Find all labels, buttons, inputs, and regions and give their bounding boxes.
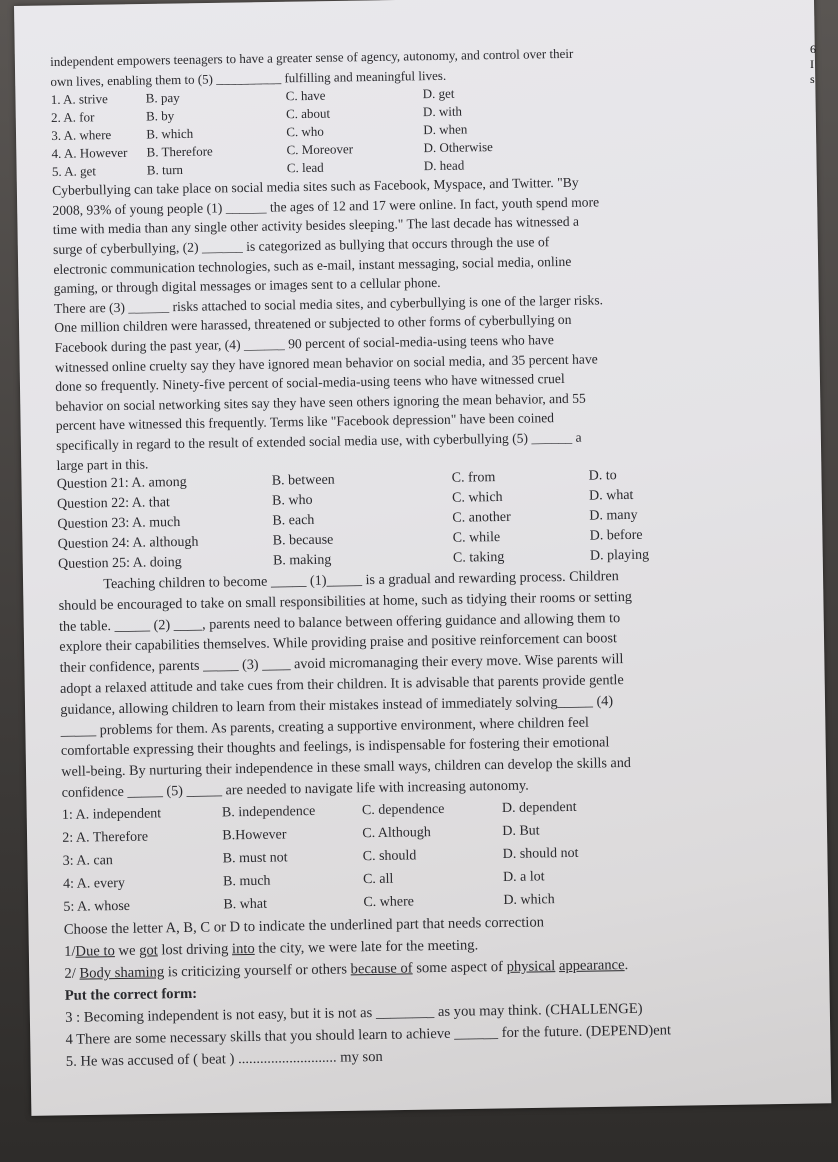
- option[interactable]: 3: A. can: [62, 852, 113, 869]
- passage-1: [50, 40, 792, 181]
- passage-line: should be encouraged to take on small responsibilities at home, such as tidying their rooms or setting: [58, 588, 633, 614]
- underlined-part-d[interactable]: appearance: [558, 956, 625, 974]
- option[interactable]: D. head: [423, 157, 465, 174]
- passage-line: Teaching children to become _____ (1)_____ is a gradual and rewarding process. Children: [103, 568, 619, 593]
- option[interactable]: D. many: [589, 507, 638, 524]
- option[interactable]: B. Therefore: [146, 143, 213, 160]
- underlined-part-b[interactable]: because of: [350, 960, 413, 978]
- option[interactable]: Question 22: A. that: [56, 495, 170, 513]
- underlined-part-a[interactable]: Body shaming: [79, 964, 165, 982]
- passage-3: [58, 563, 803, 918]
- form-item[interactable]: 4 There are some necessary skills that you should learn to achieve ______ for the future. (DEPEND)ent: [65, 1022, 672, 1048]
- passage-line: behavior on social networking sites say they have seen others ignoring the mean behavior, and 55: [55, 390, 586, 414]
- option[interactable]: C. all: [362, 871, 394, 888]
- option[interactable]: B. between: [271, 472, 335, 489]
- text: lost driving: [157, 941, 233, 959]
- option[interactable]: 2: A. Therefore: [62, 829, 149, 846]
- passage-line: time with media than any single other activity besides sleeping." The last decade has witnessed a: [52, 214, 580, 238]
- page-edge-marks: [810, 42, 830, 102]
- passage-line: Cyberbullying can take place on social media sites such as Facebook, Myspace, and Twitter. "By: [52, 174, 579, 199]
- edge-mark: I: [810, 57, 814, 71]
- passage-line: well-being. By nurturing their independence in these small ways, children can develop the skills and: [61, 755, 632, 781]
- option[interactable]: C. Although: [362, 824, 431, 842]
- passage-line: witnessed online cruelty say they have ignored mean behavior on social media, and 35 percent have: [54, 350, 598, 375]
- option[interactable]: Question 23: A. much: [57, 515, 181, 533]
- option[interactable]: D. when: [423, 121, 468, 138]
- passage-line: percent have witnessed this frequently. Terms like "Facebook depression" have been coined: [55, 410, 555, 434]
- option[interactable]: C. about: [285, 105, 331, 122]
- correct-form: [65, 973, 806, 1073]
- passage-line: explore their capabilities themselves. While providing praise and positive reinforcement can boost: [59, 630, 618, 656]
- passage-line: their confidence, parents _____ (3) ____ avoid micromanaging their every move. Wise parents will: [59, 651, 624, 677]
- form-item[interactable]: 5. He was accused of ( beat ) ........................... my son: [65, 1048, 383, 1070]
- option[interactable]: D. with: [422, 103, 463, 120]
- option[interactable]: C. taking: [452, 550, 505, 566]
- option[interactable]: B. must not: [222, 850, 288, 867]
- passage-line: One million children were harassed, threatened or subjected to other forms of cyberbullying on: [54, 312, 572, 336]
- text: is criticizing yourself or others: [164, 961, 351, 981]
- answer-options: [62, 792, 804, 919]
- option[interactable]: D. which: [503, 892, 555, 908]
- text: we: [114, 942, 140, 959]
- option[interactable]: C. dependence: [361, 801, 445, 819]
- option[interactable]: C. should: [362, 848, 417, 865]
- option[interactable]: B. pay: [145, 90, 180, 106]
- underlined-part-c[interactable]: into: [231, 940, 255, 958]
- option[interactable]: D. dependent: [501, 799, 577, 816]
- section-heading: Choose the letter A, B, C or D to indicate the underlined part that needs correction: [63, 914, 545, 938]
- passage-line: adopt a relaxed attitude and take cues from their children. It is advisable that parents provide gentle: [59, 672, 624, 697]
- option[interactable]: 5: A. whose: [63, 898, 131, 915]
- underlined-part-a[interactable]: Due to: [75, 942, 115, 960]
- option[interactable]: B. because: [272, 532, 334, 549]
- option[interactable]: B. what: [223, 896, 268, 913]
- passage-line: comfortable expressing their thoughts and feelings, is indispensable for fostering their emotional: [60, 734, 610, 760]
- option[interactable]: C. lead: [286, 159, 324, 176]
- passage-line: gaming, or through digital messages or images sent to a cellular phone.: [53, 275, 441, 297]
- option[interactable]: C. which: [451, 490, 503, 506]
- passage-line: There are (3) ______ risks attached to social media sites, and cyberbullying is one of the larger risks.: [53, 292, 604, 316]
- option[interactable]: C. where: [363, 894, 415, 911]
- edge-mark: 6: [810, 42, 816, 56]
- form-item[interactable]: 3 : Becoming independent is not easy, but it is not as ________ as you may think. (CHALLENGE): [65, 1000, 643, 1026]
- option[interactable]: 4: A. every: [62, 875, 126, 892]
- passage-line: guidance, allowing children to learn from their mistakes instead of immediately solving_____ (4): [60, 693, 614, 718]
- passage-line: done so frequently. Ninety-five percent of social-media-using teens who have witnessed cruel: [55, 371, 565, 395]
- text: the city, we were late for the meeting.: [254, 937, 479, 957]
- passage-line: large part in this.: [56, 456, 149, 473]
- item-number: 1/: [64, 943, 76, 960]
- edge-mark: s: [810, 72, 815, 86]
- option[interactable]: 4. A. However: [51, 144, 128, 162]
- passage-line: electronic communication technologies, such as e-mail, instant messaging, social media, online: [53, 253, 572, 277]
- passage-line: specifically in regard to the result of extended social media use, with cyberbullying (5) ______ a: [56, 429, 582, 453]
- option[interactable]: D. should not: [502, 845, 579, 862]
- error-correction: [64, 907, 805, 985]
- option[interactable]: B. much: [222, 873, 271, 890]
- option[interactable]: 2. A. for: [50, 109, 95, 126]
- option[interactable]: C. another: [452, 509, 511, 526]
- option[interactable]: B. each: [272, 512, 315, 529]
- option[interactable]: 3. A. where: [51, 127, 112, 144]
- passage-2: [52, 170, 798, 575]
- passage-line: the table. _____ (2) ____, parents need to balance between offering guidance and allowing them to: [58, 609, 621, 635]
- option[interactable]: D. before: [589, 527, 643, 544]
- option[interactable]: B. independence: [221, 803, 316, 821]
- passage-line: own lives, enabling them to (5) __________ fulfilling and meaningful lives.: [50, 67, 447, 89]
- underlined-part-c[interactable]: physical: [506, 958, 556, 975]
- option[interactable]: 5. A. get: [51, 163, 97, 180]
- answer-options: [57, 463, 798, 575]
- option[interactable]: 1. A. strive: [50, 91, 108, 108]
- section-heading: Put the correct form:: [64, 985, 198, 1004]
- passage-line: _____ problems for them. As parents, creating a supportive environment, where children feel: [60, 714, 590, 739]
- option[interactable]: D. what: [588, 487, 634, 504]
- item-number: 2/: [64, 965, 80, 982]
- option[interactable]: Question 24: A. although: [57, 534, 199, 553]
- passage-line: Facebook during the past year, (4) ______ 90 percent of social-media-using teens who have: [54, 332, 554, 355]
- option[interactable]: C. who: [286, 123, 324, 140]
- option[interactable]: C. from: [451, 470, 496, 486]
- option[interactable]: D. to: [588, 468, 617, 484]
- underlined-part-b[interactable]: got: [139, 942, 158, 959]
- worksheet-content: [50, 40, 806, 1072]
- option[interactable]: B. which: [146, 125, 194, 142]
- passage-line: independent empowers teenagers to have a greater sense of agency, autonomy, and control over their: [50, 45, 574, 69]
- option[interactable]: Question 25: A. doing: [57, 555, 182, 573]
- option[interactable]: B. making: [272, 552, 332, 569]
- option[interactable]: B. turn: [146, 162, 184, 178]
- passage-line: confidence _____ (5) _____ are needed to navigate life with increasing autonomy.: [61, 777, 529, 801]
- option[interactable]: D. Otherwise: [423, 139, 493, 156]
- option[interactable]: D. a lot: [502, 869, 545, 885]
- option[interactable]: C. while: [452, 530, 501, 546]
- option[interactable]: C. have: [285, 87, 326, 104]
- passage-line: surge of cyberbullying, (2) ______ is categorized as bullying that occurs through the use of: [52, 234, 550, 257]
- text: .: [624, 956, 629, 973]
- option[interactable]: 1: A. independent: [61, 806, 162, 823]
- option[interactable]: B. by: [145, 108, 175, 124]
- option[interactable]: D. playing: [589, 547, 650, 564]
- text: some aspect of: [412, 958, 507, 977]
- option[interactable]: C. Moreover: [286, 141, 354, 158]
- option[interactable]: D. But: [502, 823, 540, 839]
- option[interactable]: Question 21: A. among: [56, 475, 187, 493]
- option[interactable]: B.However: [222, 827, 287, 844]
- passage-line: 2008, 93% of young people (1) ______ the ages of 12 and 17 were online. In fact, youth spend more: [52, 194, 600, 218]
- answer-options: [51, 80, 792, 182]
- option[interactable]: D. get: [422, 85, 455, 102]
- option[interactable]: B. who: [271, 493, 313, 509]
